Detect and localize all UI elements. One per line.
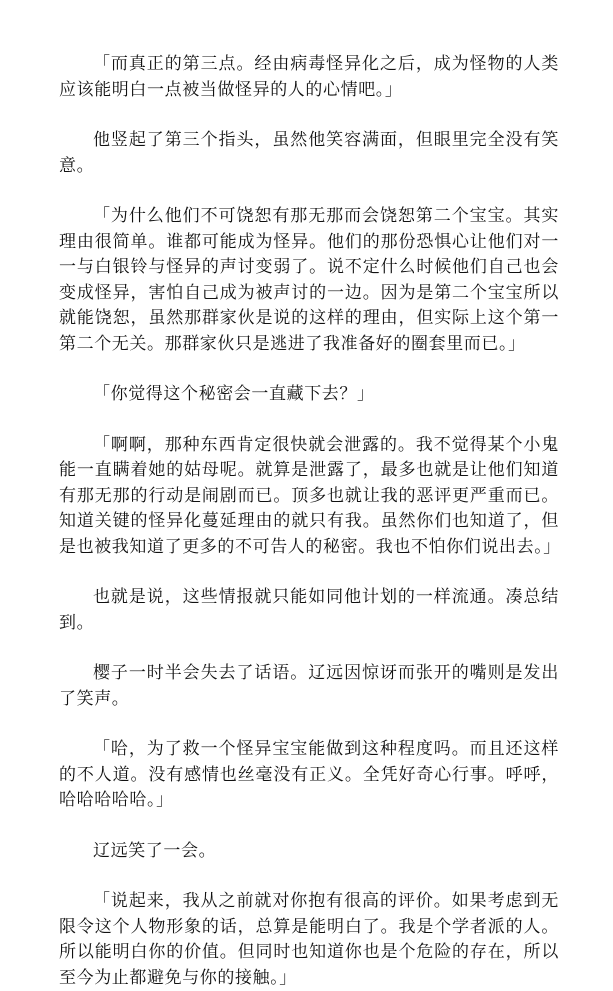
paragraph-7: 樱子一时半会失去了话语。辽远因惊讶而张开的嘴则是发出了笑声。 bbox=[59, 663, 559, 709]
paragraph-9: 辽远笑了一会。 bbox=[93, 840, 217, 861]
paragraph-6: 也就是说，这些情报就只能如同他计划的一样流通。凑总结到。 bbox=[59, 587, 559, 633]
paragraph-8: 「哈，为了救一个怪异宝宝能做到这种程度吗。而且还这样的不人道。没有感情也丝毫没有正义。全凭好奇心行事。呼呼，哈哈哈哈哈。」 bbox=[59, 739, 559, 810]
paragraph-4: 「你觉得这个秘密会一直藏下去？」 bbox=[93, 384, 375, 404]
paragraph-2: 他竖起了第三个指头，虽然他笑容满面，但眼里完全没有笑意。 bbox=[59, 130, 559, 176]
paragraph-3: 「为什么他们不可饶恕有那无那而会饶恕第二个宝宝。其实理由很简单。谁都可能成为怪异。他们的那份恐惧心让他们对一一与白银铃与怪异的声讨变弱了。说不定什么时候他们自己也会变成怪异，害怕自己成为被声讨的一边。因为是第二个宝宝所以就能饶恕，虽然那群家伙是说的这样的理由，但实际上这个第一第二个无关。那群家伙只是逃进了我准备好的圈套里而已。」 bbox=[59, 206, 559, 354]
body-text bbox=[59, 52, 559, 991]
paragraph-5: 「啊啊，那种东西肯定很快就会泄露的。我不觉得某个小鬼能一直瞒着她的姑母呢。就算是泄露了，最多也就是让他们知道有那无那的行动是闹剧而已。顶多也就让我的恶评更严重而已。知道关键的怪异化蔓延理由的就只有我。虽然你们也知道了，但是也被我知道了更多的不可告人的秘密。我也不怕你们说出去。」 bbox=[59, 434, 561, 557]
paragraph-1: 「而真正的第三点。经由病毒怪异化之后，成为怪物的人类应该能明白一点被当做怪异的人的心情吧。」 bbox=[59, 54, 559, 100]
paragraph-10: 「说起来，我从之前就对你抱有很高的评价。如果考虑到无限令这个人物形象的话，总算是能明白了。我是个学者派的人。所以能明白你的价值。但同时也知道你也是个危险的存在，所以至今为止都避免与你的接触。」 bbox=[59, 891, 559, 988]
